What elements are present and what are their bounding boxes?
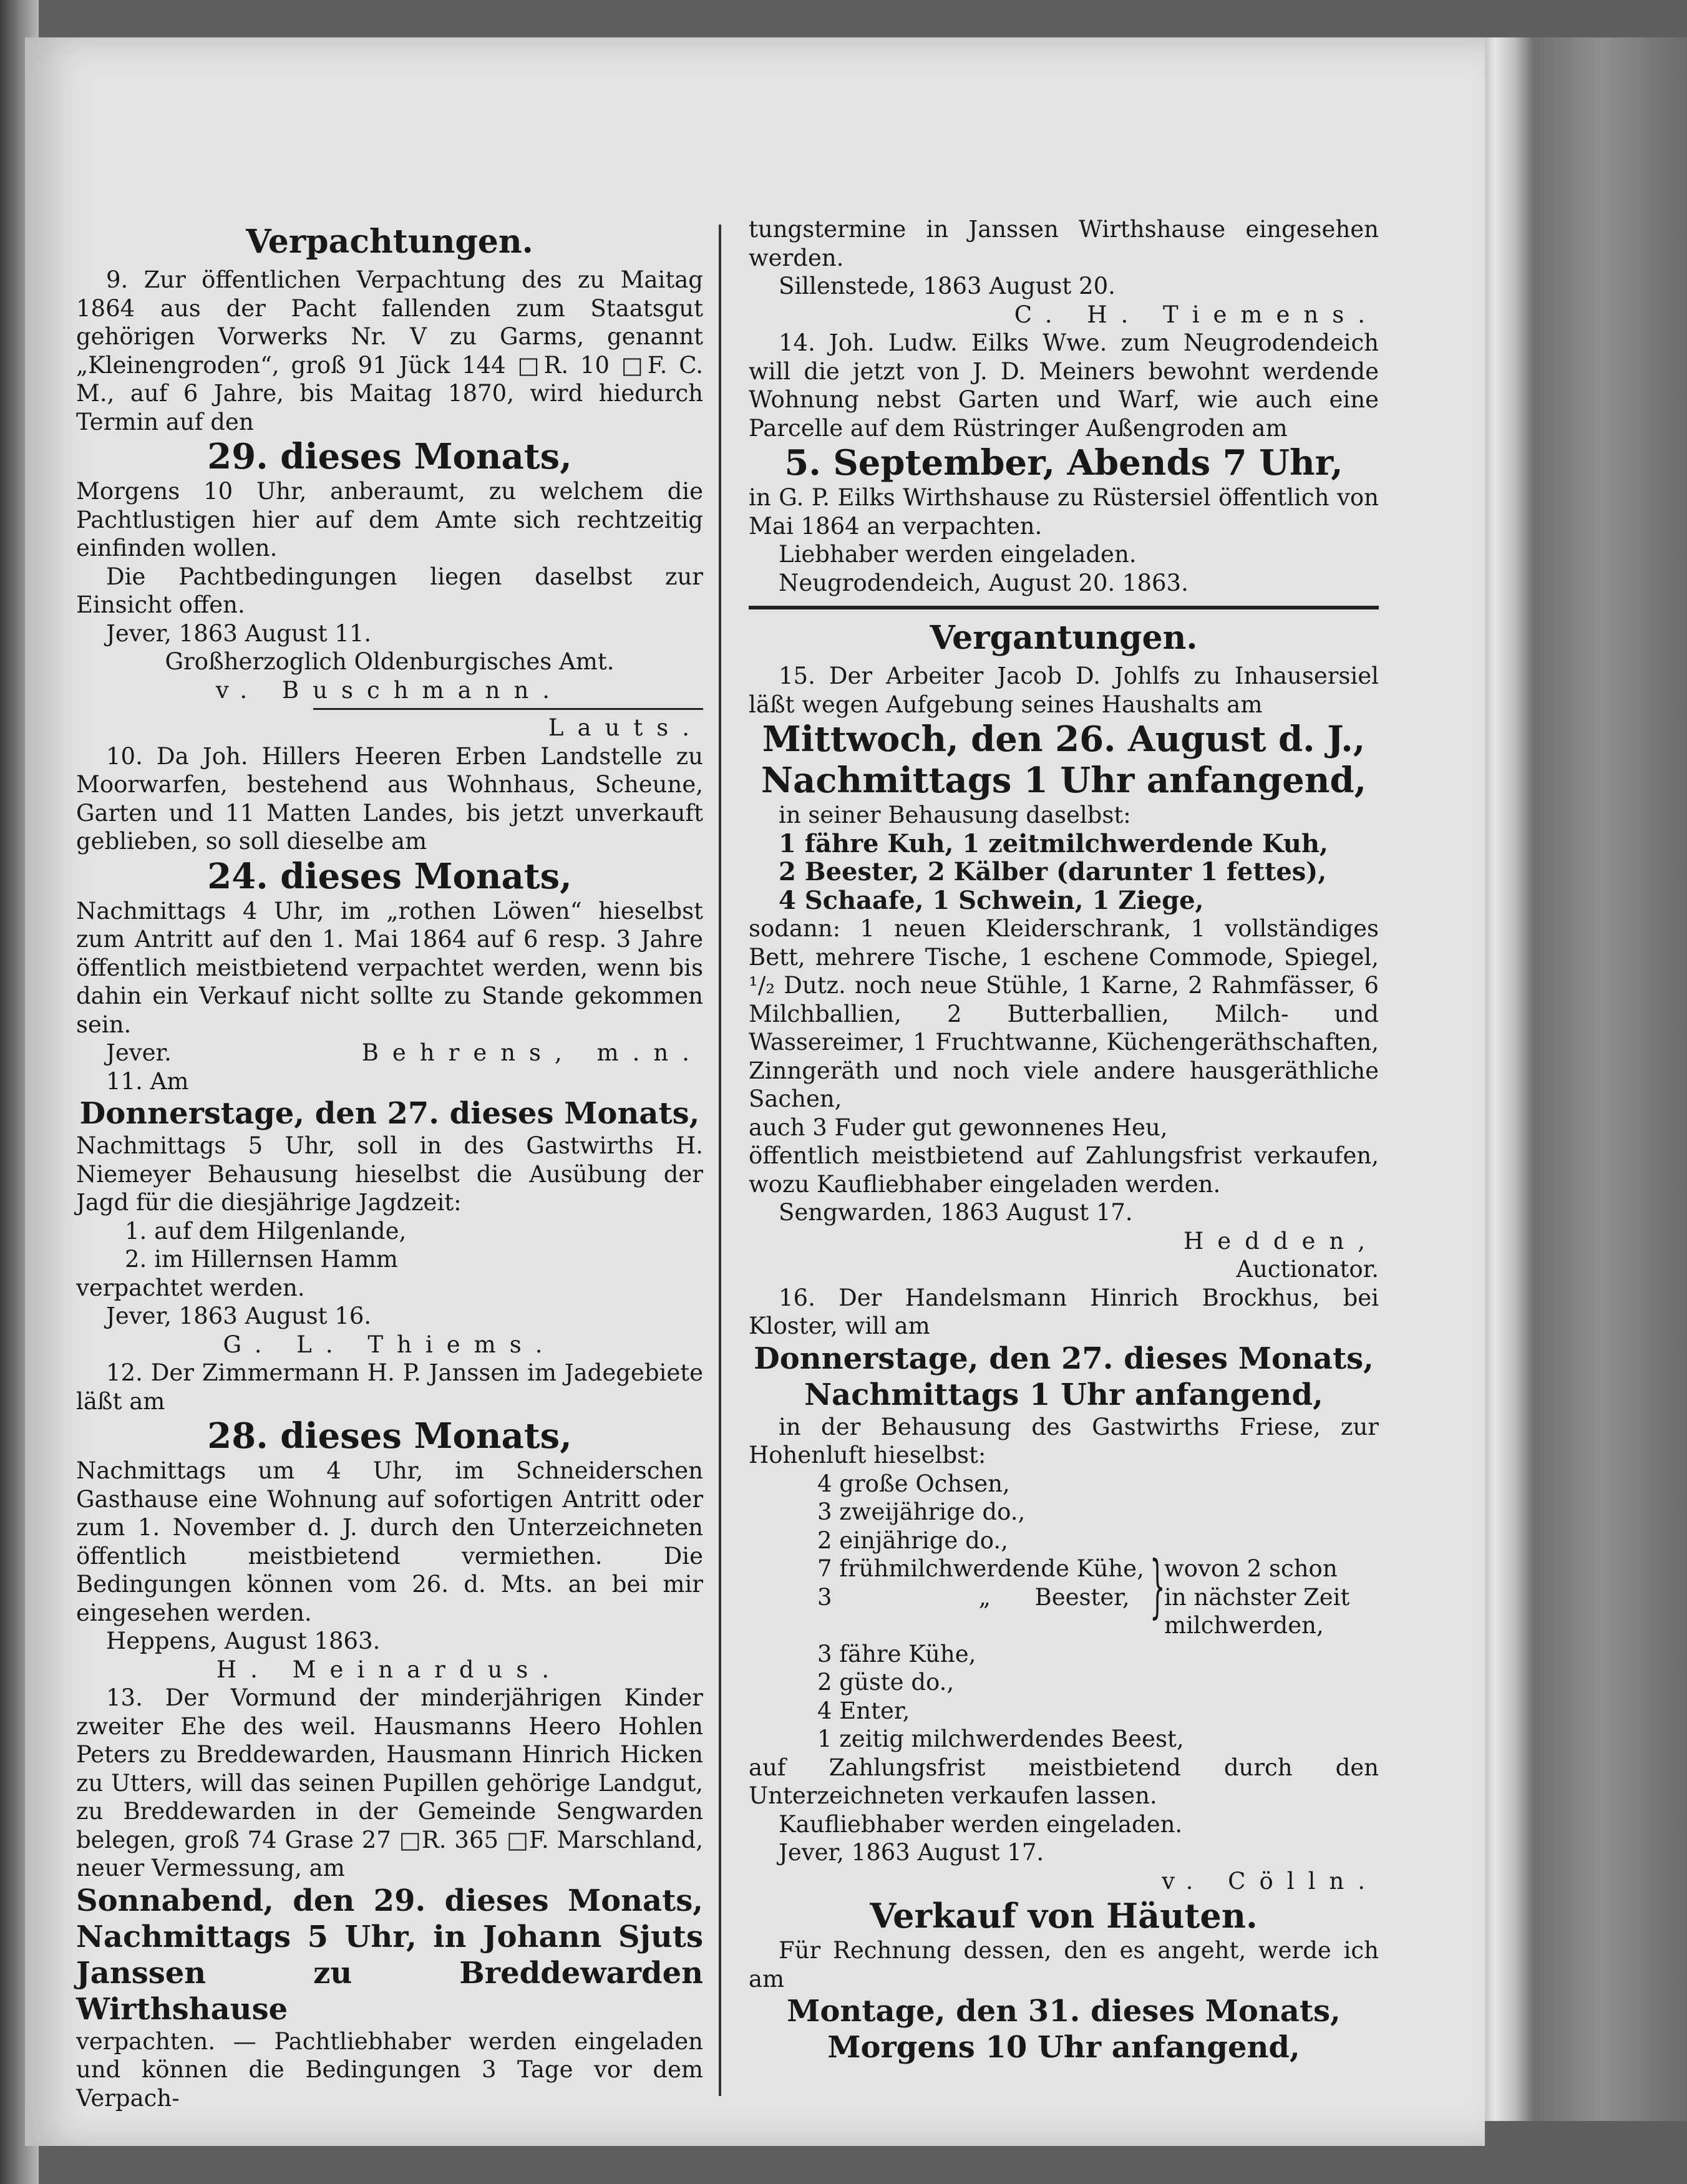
notice-15-signature-role: Auctionator. [1236, 1256, 1379, 1283]
notice-12-text: 12. Der Zimmermann H. P. Janssen im Jadegebiete läßt am [76, 1359, 703, 1415]
notice-15-livestock-1: 1 fähre Kuh, 1 zeitmilchwerdende Kuh, [779, 828, 1328, 858]
notice-11-place: Jever, 1863 August 16. [106, 1303, 372, 1329]
notice-15-text2: in seiner Behausung daselbst: [779, 802, 1131, 828]
notice-12-text2: Nachmittags um 4 Uhr, im Schneiderschen Gasthause eine Wohnung auf sofortigen Antritt oder zum 1. November d. J. durch den Unterzeichneten öffentlich meistbietend vermiethen. Die Bedingungen können vom 26. d. Mts. an bei mir eingesehen werden. [76, 1457, 703, 1626]
notice-15-time: Nachmittags 1 Uhr anfangend, [761, 760, 1367, 801]
book-page-edges [1477, 37, 1687, 2121]
notice-16-text2: in der Behausung des Gastwirths Friese, zur Hohenluft hieselbst: [749, 1413, 1379, 1468]
notice-11-date: Donnerstage, den 27. dieses Monats, [79, 1096, 700, 1131]
notice-10-signature: Behrens, m.n. [361, 1039, 703, 1066]
notice-14-text3: Liebhaber werden eingeladen. [779, 541, 1137, 568]
list-item: 2 einjährige do., [817, 1526, 1008, 1554]
notice-13-text: 13. Der Vormund der minderjährigen Kinder zweiter Ehe des weil. Hausmanns Heero Hohlen Peters zu Breddewarden, Hausmann Hinrich Hicken zu Utters, will das seinen Pupillen gehörige Landgut, zu Breddewarden in der Gemeinde Sengwarden belegen, groß 74 Grase 27 □R. 365 □F. Marschland, neuer Vermessung, am [76, 1684, 703, 1881]
notice-cont-text: tungstermine in Janssen Wirthshause eingesehen werden. [749, 216, 1379, 271]
notice-16-text4: Kaufliebhaber werden eingeladen. [779, 1810, 1183, 1838]
notice-9-date: 29. dieses Monats, [207, 436, 572, 477]
notice-15-date: Mittwoch, den 26. August d. J., [762, 719, 1366, 760]
notice-17-time: Morgens 10 Uhr anfangend, [827, 2030, 1300, 2065]
notice-11-text2: verpachtet werden. [76, 1274, 305, 1301]
notice-9-text3: Die Pachtbedingungen liegen daselbst zur Einsicht offen. [76, 563, 703, 618]
notice-10-text2: Nachmittags 4 Uhr, im „rothen Löwen“ hieselbst zum Antritt auf den 1. Mai 1864 auf 6 resp. 3 Jahre öffentlich meistbietend verpachtet werden, wenn bis dahin ein Verkauf nicht sollte zu Stande gekommen sein. [76, 897, 703, 1038]
notice-9-office: Großherzoglich Oldenburgisches Amt. [165, 648, 615, 675]
notice-14-text2: in G. P. Eilks Wirthshause zu Rüstersiel öffentlich von Mai 1864 an verpachten. [749, 484, 1379, 540]
notice-11-item-2: 2. im Hillernsen Hamm [125, 1246, 398, 1273]
notice-12-place: Heppens, August 1863. [106, 1628, 381, 1654]
list-item: 4 große Ochsen, [817, 1470, 1010, 1497]
notice-15-text4: auch 3 Fuder gut gewonnenes Heu, [749, 1114, 1168, 1141]
section-heading-verkauf-von-haeuten: Verkauf von Häuten. [870, 1896, 1258, 1936]
notice-16-items [749, 1470, 1379, 1555]
notice-11-lead: 11. Am [106, 1067, 189, 1095]
list-item: 3 zweijährige do., [817, 1498, 1026, 1525]
brace-glyph: } [1150, 1546, 1165, 1626]
notice-15-livestock-3: 4 Schaafe, 1 Schwein, 1 Ziege, [779, 885, 1204, 915]
newspaper-page [25, 37, 1485, 2146]
notice-16-text3: auf Zahlungsfrist meistbietend durch den Unterzeichneten verkaufen lassen. [749, 1754, 1379, 1809]
notice-14-place: Neugrodendeich, August 20. 1863. [779, 569, 1189, 596]
list-item: 4 Enter, [817, 1697, 910, 1724]
section-heading-vergantungen: Vergantungen. [930, 619, 1198, 657]
notice-16-place: Jever, 1863 August 17. [779, 1839, 1044, 1866]
notice-14-date: 5. September, Abends 7 Uhr, [784, 442, 1343, 483]
notice-16-cows-lines [817, 1555, 1148, 1640]
notice-16-cows-note: wovon 2 schon in nächster Zeit milchwerden, [1164, 1555, 1350, 1639]
notice-15-text: 15. Der Arbeiter Jacob D. Johlfs zu Inhausersiel läßt wegen Aufgebung seines Haushalts am [749, 662, 1379, 718]
notice-16-items-2 [749, 1640, 1379, 1754]
notice-13-text2: verpachten. — Pachtliebhaber werden eingeladen und können die Bedingungen 3 Tage vor dem Verpach- [76, 2027, 703, 2112]
notice-11-text: Nachmittags 5 Uhr, soll in des Gastwirths H. Niemeyer Behausung hieselbst die Ausübung der Jagd für die diesjährige Jagdzeit: [76, 1132, 703, 1216]
notice-15-text5: öffentlich meistbietend auf Zahlungsfrist verkaufen, wozu Kaufliebhaber eingeladen werden. [749, 1142, 1379, 1198]
notice-11-item-1: 1. auf dem Hilgenlande, [125, 1217, 407, 1245]
notice-16-date: Donnerstage, den 27. dieses Monats, [754, 1341, 1374, 1376]
section-divider [749, 606, 1379, 609]
notice-cont-signature: C. H. Tiemens. [1014, 301, 1379, 328]
notice-10-text: 10. Da Joh. Hillers Heeren Erben Landstelle zu Moorwarfen, bestehend aus Wohnhaus, Scheune, Garten und 11 Matten Landes, bis jetzt unverkauft geblieben, so soll dieselbe am [76, 742, 703, 855]
notice-11-signature: G. L. Thiems. [223, 1331, 557, 1358]
notice-10-footer [76, 1039, 703, 1067]
notice-cont-place: Sillenstede, 1863 August 20. [779, 273, 1116, 299]
notice-15-place: Sengwarden, 1863 August 17. [779, 1199, 1133, 1226]
left-column [76, 218, 703, 2112]
notice-9-text: 9. Zur öffentlichen Verpachtung des zu Maitag 1864 aus der Pacht fallenden zum Staatsgut gehörigen Vorwerks Nr. V zu Garms, genannt „Kleinengroden“, groß 91 Jück 144 □R. 10 □F. C. M., auf 6 Jahre, bis Maitag 1870, wird hiedurch Termin auf den [76, 266, 703, 435]
list-item: 3 „ Beester, [817, 1583, 1130, 1611]
notice-15-livestock-2: 2 Beester, 2 Kälber (darunter 1 fettes), [779, 857, 1327, 886]
notice-9-signature-rule [313, 708, 703, 710]
notice-10-place: Jever. [106, 1039, 172, 1066]
notice-12-signature: H. Meinardus. [216, 1656, 563, 1683]
list-item: 7 frühmilchwerdende Kühe, [817, 1555, 1144, 1582]
notice-15-signature: Hedden, [1183, 1227, 1379, 1255]
notice-14-text: 14. Joh. Ludw. Eilks Wwe. zum Neugrodendeich will die jetzt von J. D. Meiners bewohnt werdende Wohnung nebst Garten und Warf, wie auch eine Parcelle auf dem Rüstringer Außengroden am [749, 329, 1379, 442]
column-divider [719, 225, 721, 2096]
notice-17-date: Montage, den 31. dieses Monats, [787, 1994, 1341, 2029]
notice-17-text: Für Rechnung dessen, den es angeht, werde ich am [749, 1937, 1379, 1992]
right-column [749, 215, 1379, 2065]
notice-13-date: Sonnabend, den 29. dieses Monats, Nachmittags 5 Uhr, in Johann Sjuts Janssen zu Breddewarden Wirthshause [76, 1883, 703, 2027]
notice-16-cows-group [749, 1546, 1379, 1640]
list-item: 1 zeitig milchwerdendes Beest, [817, 1725, 1184, 1752]
list-item: 2 güste do., [817, 1669, 955, 1696]
notice-10-date: 24. dieses Monats, [207, 855, 572, 897]
notice-9-place: Jever, 1863 August 11. [106, 619, 372, 647]
section-heading-verpachtungen: Verpachtungen. [246, 223, 533, 261]
notice-9-text2: Morgens 10 Uhr, anberaumt, zu welchem die Pachtlustigen hier auf dem Amte sich rechtzeitig einfinden wollen. [76, 478, 703, 561]
notice-15-text3: sodann: 1 neuen Kleiderschrank, 1 vollständiges Bett, mehrere Tische, 1 eschene Commode, Spiegel, ¹/₂ Dutz. noch neue Stühle, 1 Karne, 2 Rahmfässer, 6 Milchballien, 2 Butterballien, Milch- und Wassereimer, 1 Fruchtwanne, Küchengeräthschaften, Zinngeräth und noch viele andere hausgeräthliche Sachen, [749, 915, 1379, 1112]
list-item: 3 fähre Kühe, [817, 1640, 976, 1667]
notice-16-time: Nachmittags 1 Uhr anfangend, [804, 1377, 1323, 1412]
notice-9-signature: v. Buschmann. [215, 676, 564, 704]
notice-16-signature: v. Cölln. [1162, 1867, 1379, 1895]
notice-9-signature2: Lauts. [548, 714, 703, 741]
notice-16-text: 16. Der Handelsmann Hinrich Brockhus, bei Kloster, will am [749, 1284, 1379, 1339]
notice-12-date: 28. dieses Monats, [207, 1415, 572, 1457]
